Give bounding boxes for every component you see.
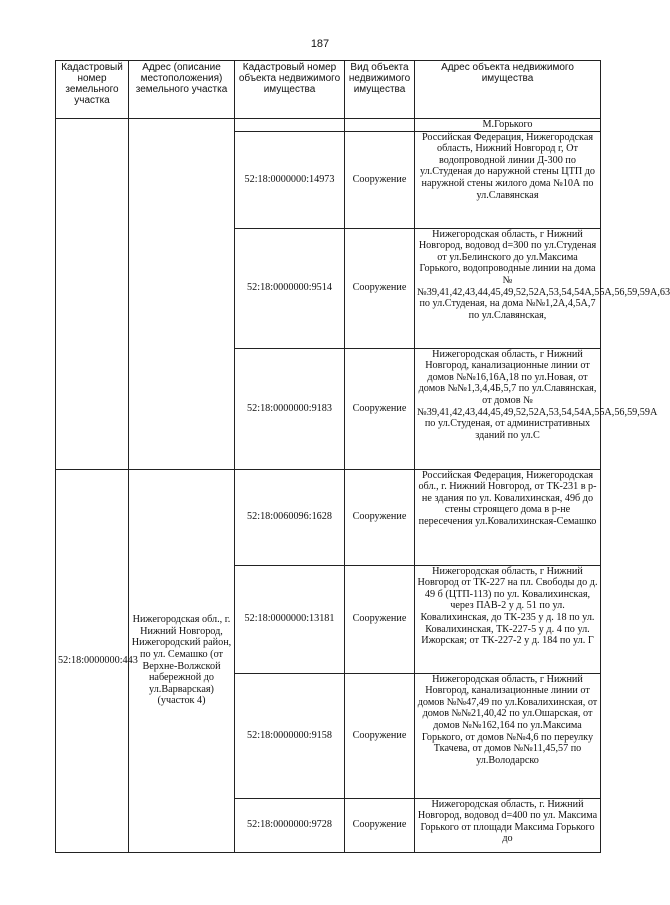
object-type-cell (345, 119, 415, 132)
object-address-cell: Российская Федерация, Нижегородская обл., г. Нижний Новгород, от ТК-231 в р-не здания по ул. Ковалихинская, 49б до стены строящего дома в р-не пересечения ул.Ковалихинская-Семашко (415, 469, 601, 565)
table-row (56, 469, 601, 565)
header-object-type: Вид объекта недвижимого имущества (345, 61, 415, 119)
table-header-row (56, 61, 601, 119)
object-address-cell: Нижегородская область, г Нижний Новгород, канализационные линии от домов №№16,16А,18 по ул.Новая, от домов №№1,3,4,4Б,5,7 по ул.Славянская, от домов №№39,41,42,43,44,45,49,52,52А,53,54,54А,55А,56,59,59А по ул.Студеная, от административных зданий по ул.С (415, 348, 601, 469)
land-address-cell: Нижегородская обл., г. Нижний Новгород, Нижегородский район, по ул. Семашко (от Верхне-Волжской набережной до ул.Варварская) (участок 4) (129, 469, 235, 852)
land-address-cell (129, 119, 235, 470)
land-cadastral-cell (56, 119, 129, 470)
object-address-cell: М.Горького (415, 119, 601, 132)
object-address-cell: Нижегородская область, г. Нижний Новгород, водовод d=400 по ул. Максима Горького от площади Максима Горького до (415, 798, 601, 852)
object-cadastral-cell: 52:18:0000000:9514 (235, 228, 345, 348)
object-cadastral-cell: 52:18:0000000:9728 (235, 798, 345, 852)
property-table (55, 60, 670, 853)
object-cadastral-cell: 52:18:0000000:13181 (235, 565, 345, 673)
object-cadastral-cell: 52:18:0000000:14973 (235, 131, 345, 228)
land-cadastral-cell: 52:18:0000000:443 (56, 469, 129, 852)
object-type-cell: Сооружение (345, 228, 415, 348)
header-object-address: Адрес объекта недвижимого имущества (415, 61, 601, 119)
object-cadastral-cell: 52:18:0060096:1628 (235, 469, 345, 565)
header-object-cadastral: Кадастровый номер объекта недвижимого имущества (235, 61, 345, 119)
object-address-cell: Нижегородская область, г Нижний Новгород, канализационные линии от домов №№47,49 по ул.Ковалихинская, от домов №№21,40,42 по ул.Ошарская, от домов №№162,164 по ул.Максима Горького, от домов №№4,6 по переулку Ткачева, от домов №№11,45,57 по ул.Володарско (415, 673, 601, 798)
table-row (56, 119, 601, 132)
object-address-cell: Нижегородская область, г Нижний Новгород, водовод d=300 по ул.Студеная от ул.Белинского до ул.Максима Горького, водопроводные линии на дома №№39,41,42,43,44,45,49,52,52А,53,54,54А,55А,56,59,59А,63 по ул.Студеная, на дома №№1,2А,4,5А,7 по ул.Славянская, (415, 228, 601, 348)
object-address-cell: Российская Федерация, Нижегородская область, Нижний Новгород г, От водопроводной линии Д-300 по ул.Студеная до наружной стены ЦТП до наружной стены жилого дома №10А по ул.Славянская (415, 131, 601, 228)
object-cadastral-cell: 52:18:0000000:9158 (235, 673, 345, 798)
object-type-cell: Сооружение (345, 798, 415, 852)
object-type-cell: Сооружение (345, 348, 415, 469)
header-land-address: Адрес (описание местоположения) земельного участка (129, 61, 235, 119)
object-cadastral-cell: 52:18:0000000:9183 (235, 348, 345, 469)
object-type-cell: Сооружение (345, 673, 415, 798)
object-address-cell: Нижегородская область, г Нижний Новгород от ТК-227 на пл. Свободы до д. 49 б (ЦТП-113) по ул. Ковалихинская, через ПАВ-2 у д. 51 по ул. Ковалихинская, до ТК-235 у д. 18 по ул. Ковалихинская, ТК-227-5 у д. 4 по ул. Ижорская; от ТК-227-2 у д. 184 по ул. Г (415, 565, 601, 673)
header-land-cadastral: Кадастровый номер земельного участка (56, 61, 129, 119)
object-type-cell: Сооружение (345, 565, 415, 673)
page-number: 187 (310, 38, 330, 50)
object-type-cell: Сооружение (345, 469, 415, 565)
object-type-cell: Сооружение (345, 131, 415, 228)
object-cadastral-cell (235, 119, 345, 132)
